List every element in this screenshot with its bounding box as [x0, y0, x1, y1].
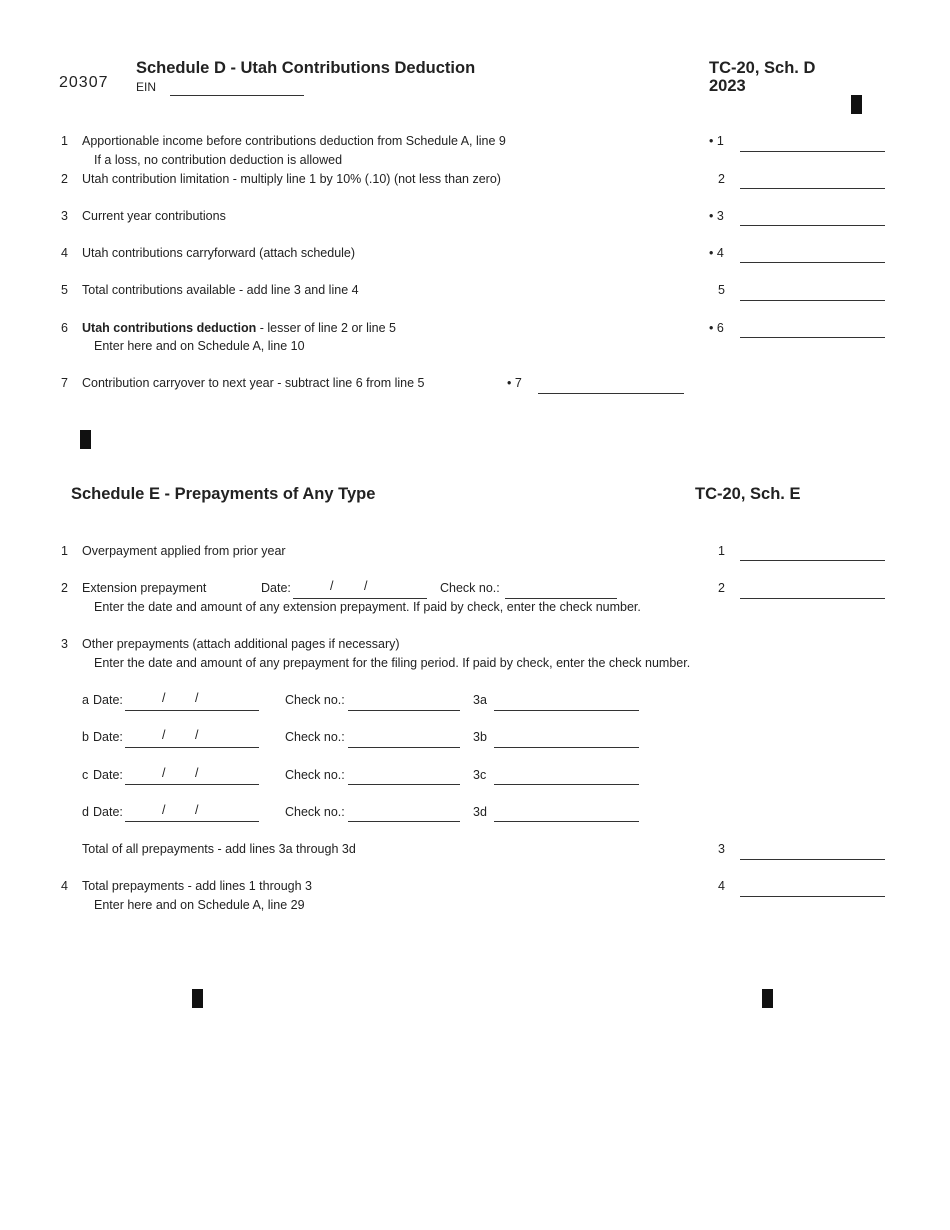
line-text: - lesser of line 2 or line 5: [256, 321, 396, 335]
check-label: Check no.:: [285, 730, 345, 744]
line-3-amount-input[interactable]: [740, 210, 885, 226]
ein-label: EIN: [136, 80, 157, 94]
line-note: Enter the date and amount of any prepayment for the filing period. If paid by check, enter the check number.: [94, 656, 691, 670]
row-b-check-input[interactable]: [348, 732, 460, 748]
line-ref: • 3: [709, 209, 724, 223]
e-line-3-amount-input[interactable]: [740, 844, 885, 860]
line-description: Other prepayments (attach additional pages if necessary): [82, 637, 400, 651]
row-a-check-input[interactable]: [348, 695, 460, 711]
date-label: Date:: [261, 581, 291, 595]
line-ref: 2: [718, 581, 725, 595]
line-1-amount-input[interactable]: [740, 136, 885, 152]
row-letter: a: [82, 693, 89, 707]
line-description: Total contributions available - add line 3 and line 4: [82, 283, 359, 297]
date-separator: /: [162, 728, 166, 742]
line-2-amount-input[interactable]: [740, 173, 885, 189]
line-note: Enter the date and amount of any extension prepayment. If paid by check, enter the check number.: [94, 600, 641, 614]
line-7-amount-input[interactable]: [538, 378, 684, 394]
line-description: Current year contributions: [82, 209, 226, 223]
row-d-date-input[interactable]: [125, 806, 259, 822]
e-line-2-date-input[interactable]: [293, 583, 427, 599]
line-ref: 1: [718, 544, 725, 558]
line-number: 3: [61, 209, 68, 223]
line-ref: 3d: [473, 805, 487, 819]
line-ref: 5: [718, 283, 725, 297]
date-separator: /: [162, 803, 166, 817]
date-separator: /: [195, 728, 199, 742]
line-ref: • 4: [709, 246, 724, 260]
form-id-e: TC-20, Sch. E: [695, 485, 801, 503]
schedule-e-title: Schedule E - Prepayments of Any Type: [71, 485, 376, 503]
line-number: 5: [61, 283, 68, 297]
date-separator: /: [195, 803, 199, 817]
row-b-amount-input[interactable]: [494, 732, 639, 748]
line-description: Total prepayments - add lines 1 through 3: [82, 879, 312, 893]
row-letter: c: [82, 768, 89, 782]
line-description: Apportionable income before contributions deduction from Schedule A, line 9: [82, 134, 506, 148]
schedule-d-title: Schedule D - Utah Contributions Deduction: [136, 59, 476, 77]
line-6-amount-input[interactable]: [740, 322, 885, 338]
line-number: 1: [61, 134, 68, 148]
line-note: If a loss, no contribution deduction is allowed: [94, 153, 343, 167]
row-a-date-input[interactable]: [125, 695, 259, 711]
line-number: 1: [61, 544, 68, 558]
date-separator: /: [195, 691, 199, 705]
line-note: Enter here and on Schedule A, line 29: [94, 898, 305, 912]
line-number: 2: [61, 172, 68, 186]
date-label: Date:: [93, 693, 123, 707]
registration-mark: [851, 95, 862, 114]
line-number: 6: [61, 321, 68, 335]
date-label: Date:: [93, 805, 123, 819]
line-5-amount-input[interactable]: [740, 285, 885, 301]
date-separator: /: [364, 579, 368, 593]
row-letter: d: [82, 805, 89, 819]
form-id-d: TC-20, Sch. D: [709, 59, 816, 77]
line-4-amount-input[interactable]: [740, 247, 885, 263]
line-ref: 3: [718, 842, 725, 856]
check-label: Check no.:: [285, 805, 345, 819]
line-ref: • 7: [507, 376, 522, 390]
line-note: Enter here and on Schedule A, line 10: [94, 339, 305, 353]
line-description: Contribution carryover to next year - subtract line 6 from line 5: [82, 376, 425, 390]
e-line-2-check-input[interactable]: [505, 583, 617, 599]
check-label: Check no.:: [440, 581, 500, 595]
e-line-4-amount-input[interactable]: [740, 881, 885, 897]
line-description: Utah contribution limitation - multiply line 1 by 10% (.10) (not less than zero): [82, 172, 501, 186]
line-ref: • 1: [709, 134, 724, 148]
line-ref: 3b: [473, 730, 487, 744]
registration-mark: [192, 989, 203, 1008]
row-c-date-input[interactable]: [125, 769, 259, 785]
date-separator: /: [162, 691, 166, 705]
line-ref: 3a: [473, 693, 487, 707]
check-label: Check no.:: [285, 693, 345, 707]
date-label: Date:: [93, 730, 123, 744]
row-c-check-input[interactable]: [348, 769, 460, 785]
line-number: 3: [61, 637, 68, 651]
check-label: Check no.:: [285, 768, 345, 782]
form-code: 20307: [59, 74, 109, 91]
line-description: Extension prepayment: [82, 581, 207, 595]
date-separator: /: [195, 766, 199, 780]
date-label: Date:: [93, 768, 123, 782]
line-number: 2: [61, 581, 68, 595]
line-ref: 4: [718, 879, 725, 893]
line-description: [82, 321, 396, 335]
line-ref: • 6: [709, 321, 724, 335]
line-description: Total of all prepayments - add lines 3a through 3d: [82, 842, 356, 856]
ein-input[interactable]: [170, 80, 304, 96]
line-ref: 3c: [473, 768, 487, 782]
line-number: 4: [61, 879, 68, 893]
e-line-2-amount-input[interactable]: [740, 583, 885, 599]
row-c-amount-input[interactable]: [494, 769, 639, 785]
line-number: 4: [61, 246, 68, 260]
date-separator: /: [162, 766, 166, 780]
row-a-amount-input[interactable]: [494, 695, 639, 711]
row-d-check-input[interactable]: [348, 806, 460, 822]
tax-year: 2023: [709, 77, 746, 95]
registration-mark: [80, 430, 91, 449]
registration-mark: [762, 989, 773, 1008]
line-number: 7: [61, 376, 68, 390]
row-d-amount-input[interactable]: [494, 806, 639, 822]
date-separator: /: [330, 579, 334, 593]
line-ref: 2: [718, 172, 725, 186]
e-line-1-amount-input[interactable]: [740, 545, 885, 561]
row-b-date-input[interactable]: [125, 732, 259, 748]
line-emphasis: Utah contributions deduction: [82, 321, 257, 335]
line-description: Utah contributions carryforward (attach schedule): [82, 246, 356, 260]
line-description: Overpayment applied from prior year: [82, 544, 286, 558]
row-letter: b: [82, 730, 89, 744]
